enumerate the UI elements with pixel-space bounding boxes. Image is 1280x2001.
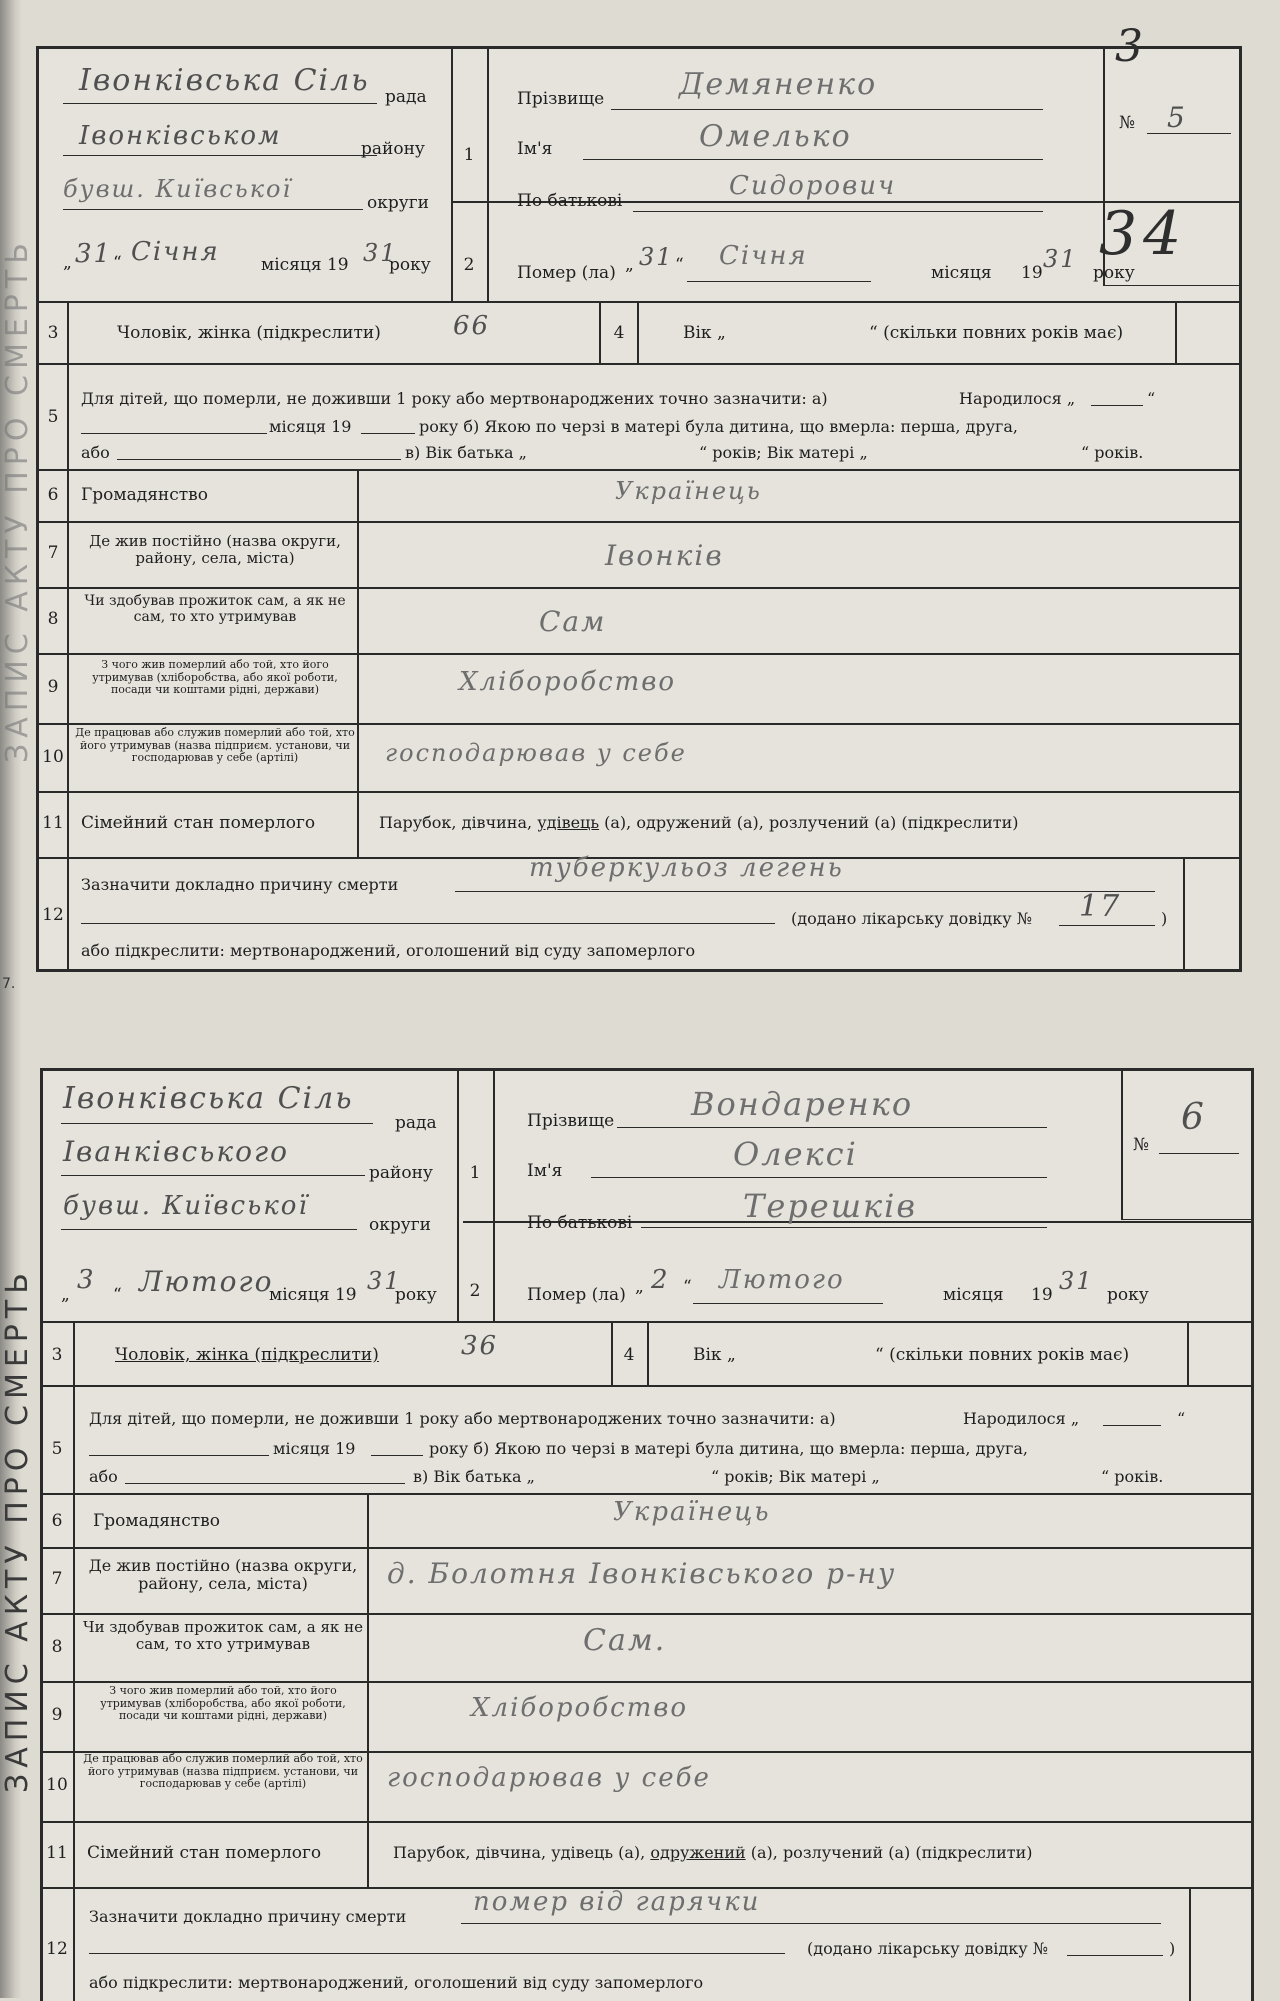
citizenship-label: Громадянство [93,1511,220,1531]
name-label: Ім'я [527,1161,563,1181]
row-number: 4 [613,323,625,343]
residence-label: Де жив постійно (назва округи, району, села, міста) [89,532,341,568]
children-mother-age: “ років; Вік матері „ [699,443,868,462]
children-abo: або [89,1467,118,1486]
row-number: 2 [469,1281,481,1301]
okruha-value: бувш. Київської [63,175,293,203]
corner-mark-bottom: 34 [1099,199,1188,269]
surname-label: Прізвище [517,89,605,109]
row-number: 10 [46,1775,68,1795]
row-number: 12 [46,1939,68,1959]
name-value: Олексі [733,1135,858,1173]
certificate-number: 17 [1079,889,1122,924]
death-month: Лютого [719,1265,845,1295]
raion-value: Івонківськом [79,121,282,151]
age-value: 66 [453,311,491,341]
spine-title-faded: ЗАПИС АКТУ ПРО СМЕРТЬ [0,237,35,763]
row-number: 1 [463,145,475,165]
surname-label: Прізвище [527,1111,615,1131]
reg-year: 31 [363,239,398,267]
marital-label: Сімейний стан померлого [87,1843,322,1863]
patronymic-label: По батькові [517,191,623,211]
workplace-value: господарював у себе [385,739,687,767]
cause-value: помер від гарячки [473,1887,761,1917]
sex-label: Чоловік, жінка (підкреслити) [115,1345,379,1365]
workplace-value: господарював у себе [387,1763,711,1793]
occupation-value: Хліборобство [471,1693,689,1723]
residence-label: Де жив постійно (назва округи, району, села, міста) [88,1556,358,1594]
row-number: 10 [42,747,64,767]
citizenship-value: Українець [613,1497,771,1527]
death-day: 2 [651,1265,670,1295]
age-value: 36 [461,1331,499,1361]
row-number: 11 [42,813,64,833]
occupation-label: З чого жив померлий або той, хто його утримував (хліборобства, або якої роботи, посади чи коштами рідні, держави) [100,1684,346,1723]
corner-mark-top: 3 [1115,21,1145,72]
patronymic-value: Терешків [743,1187,917,1225]
marital-label: Сімейний стан померлого [81,813,316,833]
death-year: 31 [1059,1267,1094,1295]
number-label: № [1119,113,1136,133]
workplace-label: Де працював або служив померлий або той, хто його утримував (назва підприєм. установи, чи господарював у себе (артілі) [83,1752,363,1791]
children-line-2-end: року б) Якою по черзі в матері була дитина, що вмерла: перша, друга, [429,1439,1029,1458]
children-years: “ років. [1081,443,1144,462]
row-number: 3 [51,1345,63,1365]
support-label: Чи здобував прожиток сам, а як не сам, то хто утримував [83,1618,363,1654]
row-number: 8 [47,609,59,629]
stillborn-label: або підкреслити: мертвонароджений, оголошений від суду запомерлого [89,1973,704,1992]
reg-year: 31 [367,1267,402,1295]
cause-label: Зазначити докладно причину смерти [81,875,399,894]
support-label: Чи здобував прожиток сам, а як не сам, то хто утримував [84,593,346,626]
cause-label: Зазначити докладно причину смерти [89,1907,407,1926]
raion-label: району [369,1163,433,1183]
death-roku-label: року [1093,263,1135,283]
death-year: 31 [1043,245,1078,273]
children-mother-age: “ років; Вік матері „ [711,1467,880,1486]
record-number: 5 [1167,101,1187,134]
stillborn-label: або підкреслити: мертвонароджений, оголошений від суду запомерлого [81,941,696,960]
cause-value: туберкульоз легень [529,853,844,883]
certificate-label: (додано лікарську довідку № [791,909,1032,928]
death-label: Помер (ла) [517,263,616,283]
death-month: Січня [719,241,808,271]
marital-options: Парубок, дівчина, удівець (а), одружений (а), розлучений (а) (підкреслити) [393,1843,1033,1862]
children-father-age: в) Вік батька „ [405,443,527,462]
row-number: 3 [47,323,59,343]
death-misiatsia-label: місяця [931,263,992,283]
reg-misiatsia-label: місяця 19 [269,1285,357,1305]
raion-label: району [361,139,425,159]
okruha-value: бувш. Київської [63,1191,309,1221]
death-day: 31 [639,243,674,271]
citizenship-label: Громадянство [81,485,208,505]
okruha-label: округи [367,193,429,213]
death-misiatsia-label: місяця [943,1285,1004,1305]
residence-value: Івонків [605,539,724,572]
support-value: Сам [539,605,607,638]
children-line-2-mid: місяця 19 [273,1439,356,1458]
reg-roku-label: року [395,1285,437,1305]
certificate-label: (додано лікарську довідку № [807,1939,1048,1958]
children-line-1: Для дітей, що померли, не доживши 1 року або мертвонароджених точно зазначити: а) [89,1409,836,1428]
death-roku-label: року [1107,1285,1149,1305]
row-number: 2 [463,255,475,275]
death-record-form-2: Івонківська Сіль рада Іванківського району бувш. Київської округи „ 3 “ Лютого місяця 19 31 року 1 2 Прізвище Вондаренко Ім'я Олексі По батькові Терешків Помер (ла) „ 2 “ Лютого місяця 19 31 року № 6 3 Чоловік, жінка (підкреслити) 36 4 Вік „ “ (скільки повних років має) 5 Для дітей, що померли, не доживши 1 року або мертвонароджених точно зазначити: а) Народилося „ “ місяця 19 року б) Якою по черзі в матері була дитина, що вмерла: перша, друга, або в) Вік батька „ “ років; Вік матері „ “ років. 6 Громадянство Українець 7 Де жив постійно (назва округи, району, села, міста) д. Болотня Івонківського р-ну 8 Чи здобував прожиток сам, а як не сам, то хто утримував Сам. 9 З чого жив померлий або той, хто його утримував (хліборобства, або якої роботи, посади чи коштами рідні, держави) Хліборобство 10 Де працював або служив померлий або той, хто його утримував (назва підприєм. установи, чи господарював у себе (артілі) господарював у себе 11 Сімейний стан померлого Парубок, дівчина, удівець (а), одружений (а), розлучений (а) (підкреслити) 12 Зазначити докладно причину смерти помер від гарячки (додано лікарську довідку № ) або підкреслити: мертвонароджений, оголошений від суду запомерлого [40,1068,1254,2001]
surname-value: Вондаренко [691,1085,914,1123]
occupation-label: З чого жив померлий або той, хто його утримував (хліборобства, або якої роботи, посади чи коштами рідні, держави) [92,658,338,697]
rada-label: рада [395,1113,437,1133]
marital-options: Парубок, дівчина, удівець (а), одружений (а), розлучений (а) (підкреслити) [379,813,1019,832]
reg-day: 3 [77,1265,96,1295]
reg-roku-label: року [389,255,431,275]
okruha-label: округи [369,1215,431,1235]
death-19-label: 19 [1031,1285,1053,1305]
spine-title: ЗАПИС АКТУ ПРО СМЕРТЬ [0,1267,35,1793]
row-number: 11 [46,1843,68,1863]
row-number: 6 [47,485,59,505]
children-line-2-end: року б) Якою по черзі в матері була дитина, що вмерла: перша, друга, [419,417,1019,436]
row-number: 1 [469,1163,481,1183]
workplace-label: Де працював або служив померлий або той, хто його утримував (назва підприєм. установи, чи господарював у себе (артілі) [75,726,355,765]
death-19-label: 19 [1021,263,1043,283]
raion-value: Іванківського [63,1135,289,1168]
row-number: 7 [47,543,59,563]
vik-hint: “ (скільки повних років має) [875,1345,1130,1365]
children-born: Народилося „ [959,389,1076,408]
number-label: № [1133,1135,1150,1155]
row-number: 5 [51,1439,63,1459]
patronymic-label: По батькові [527,1213,633,1233]
row-number: 12 [42,905,64,925]
surname-value: Демяненко [679,67,878,102]
row-number: 6 [51,1511,63,1531]
reg-month: Лютого [139,1265,274,1298]
children-line-1: Для дітей, що померли, не доживши 1 року або мертвонароджених точно зазначити: а) [81,389,828,408]
rada-value: Івонківська Сіль [63,1081,354,1116]
children-line-2-mid: місяця 19 [269,417,352,436]
support-value: Сам. [583,1623,667,1658]
occupation-value: Хліборобство [459,667,677,697]
row-number: 9 [51,1705,63,1725]
row-number: 7 [51,1569,63,1589]
vik-label: Вік „ [683,323,726,343]
row-number: 4 [623,1345,635,1365]
row-number: 5 [47,407,59,427]
children-years: “ років. [1101,1467,1164,1486]
reg-misiatsia-label: місяця 19 [261,255,349,275]
citizenship-value: Українець [615,477,762,505]
row-number: 8 [51,1637,63,1657]
record-number: 6 [1181,1097,1206,1138]
vik-label: Вік „ [693,1345,736,1365]
patronymic-value: Сидорович [729,171,897,201]
name-label: Ім'я [517,139,553,159]
name-value: Омелько [699,119,852,154]
vik-hint: “ (скільки повних років має) [869,323,1124,343]
children-abo: або [81,443,110,462]
death-record-form-1: Івонківська Сіль рада Івонківськом району бувш. Київської округи „ 31 “ Січня місяця 19 31 року 1 2 Прізвище Демяненко Ім'я Омелько По батькові Сидорович Помер (ла) „ 31 “ Січня місяця 19 31 року № 5 3 34 3 Чоловік, жінка (підкреслити) 66 4 Вік „ “ (скільки повних років має) 5 Для дітей, що померли, не доживши 1 року або мертвонароджених точно зазначити: а) Народилося „ “ місяця 19 року б) Якою по черзі в матері була дитина, що вмерла: перша, друга, або в) Вік батька „ “ років; Вік матері „ “ років. 6 Громадянство Українець 7 Де жив постійно (назва округи, району, села, міста) Івонків 8 Чи здобував прожиток сам, а як не сам, то хто утримував Сам 9 З чого жив померлий або той, хто його утримував (хліборобства, або якої роботи, посади чи коштами рідні, держави) Хліборобство 10 Де працював або служив померлий або той, хто його утримував (назва підприєм. установи, чи господарював у себе (артілі) господарював у себе 11 Сімейний стан померлого Парубок, дівчина, удівець (а), одружений (а), розлучений (а) (підкреслити) 12 Зазначити докладно причину смерти туберкульоз легень (додано лікарську довідку № 17 ) або підкреслити: мертвонароджений, оголошений від суду запомерлого [36,46,1242,972]
reg-month: Січня [131,237,220,267]
row-number: 9 [47,677,59,697]
death-label: Помер (ла) [527,1285,626,1305]
children-born: Народилося „ [963,1409,1080,1428]
rada-value: Івонківська Сіль [79,63,370,98]
children-father-age: в) Вік батька „ [413,1467,535,1486]
residence-value: д. Болотня Івонківського р-ну [387,1557,897,1590]
reg-day: 31 [75,239,113,269]
page-mark: 7. [2,976,16,992]
rada-label: рада [385,87,427,107]
sex-label: Чоловік, жінка (підкреслити) [117,323,381,343]
